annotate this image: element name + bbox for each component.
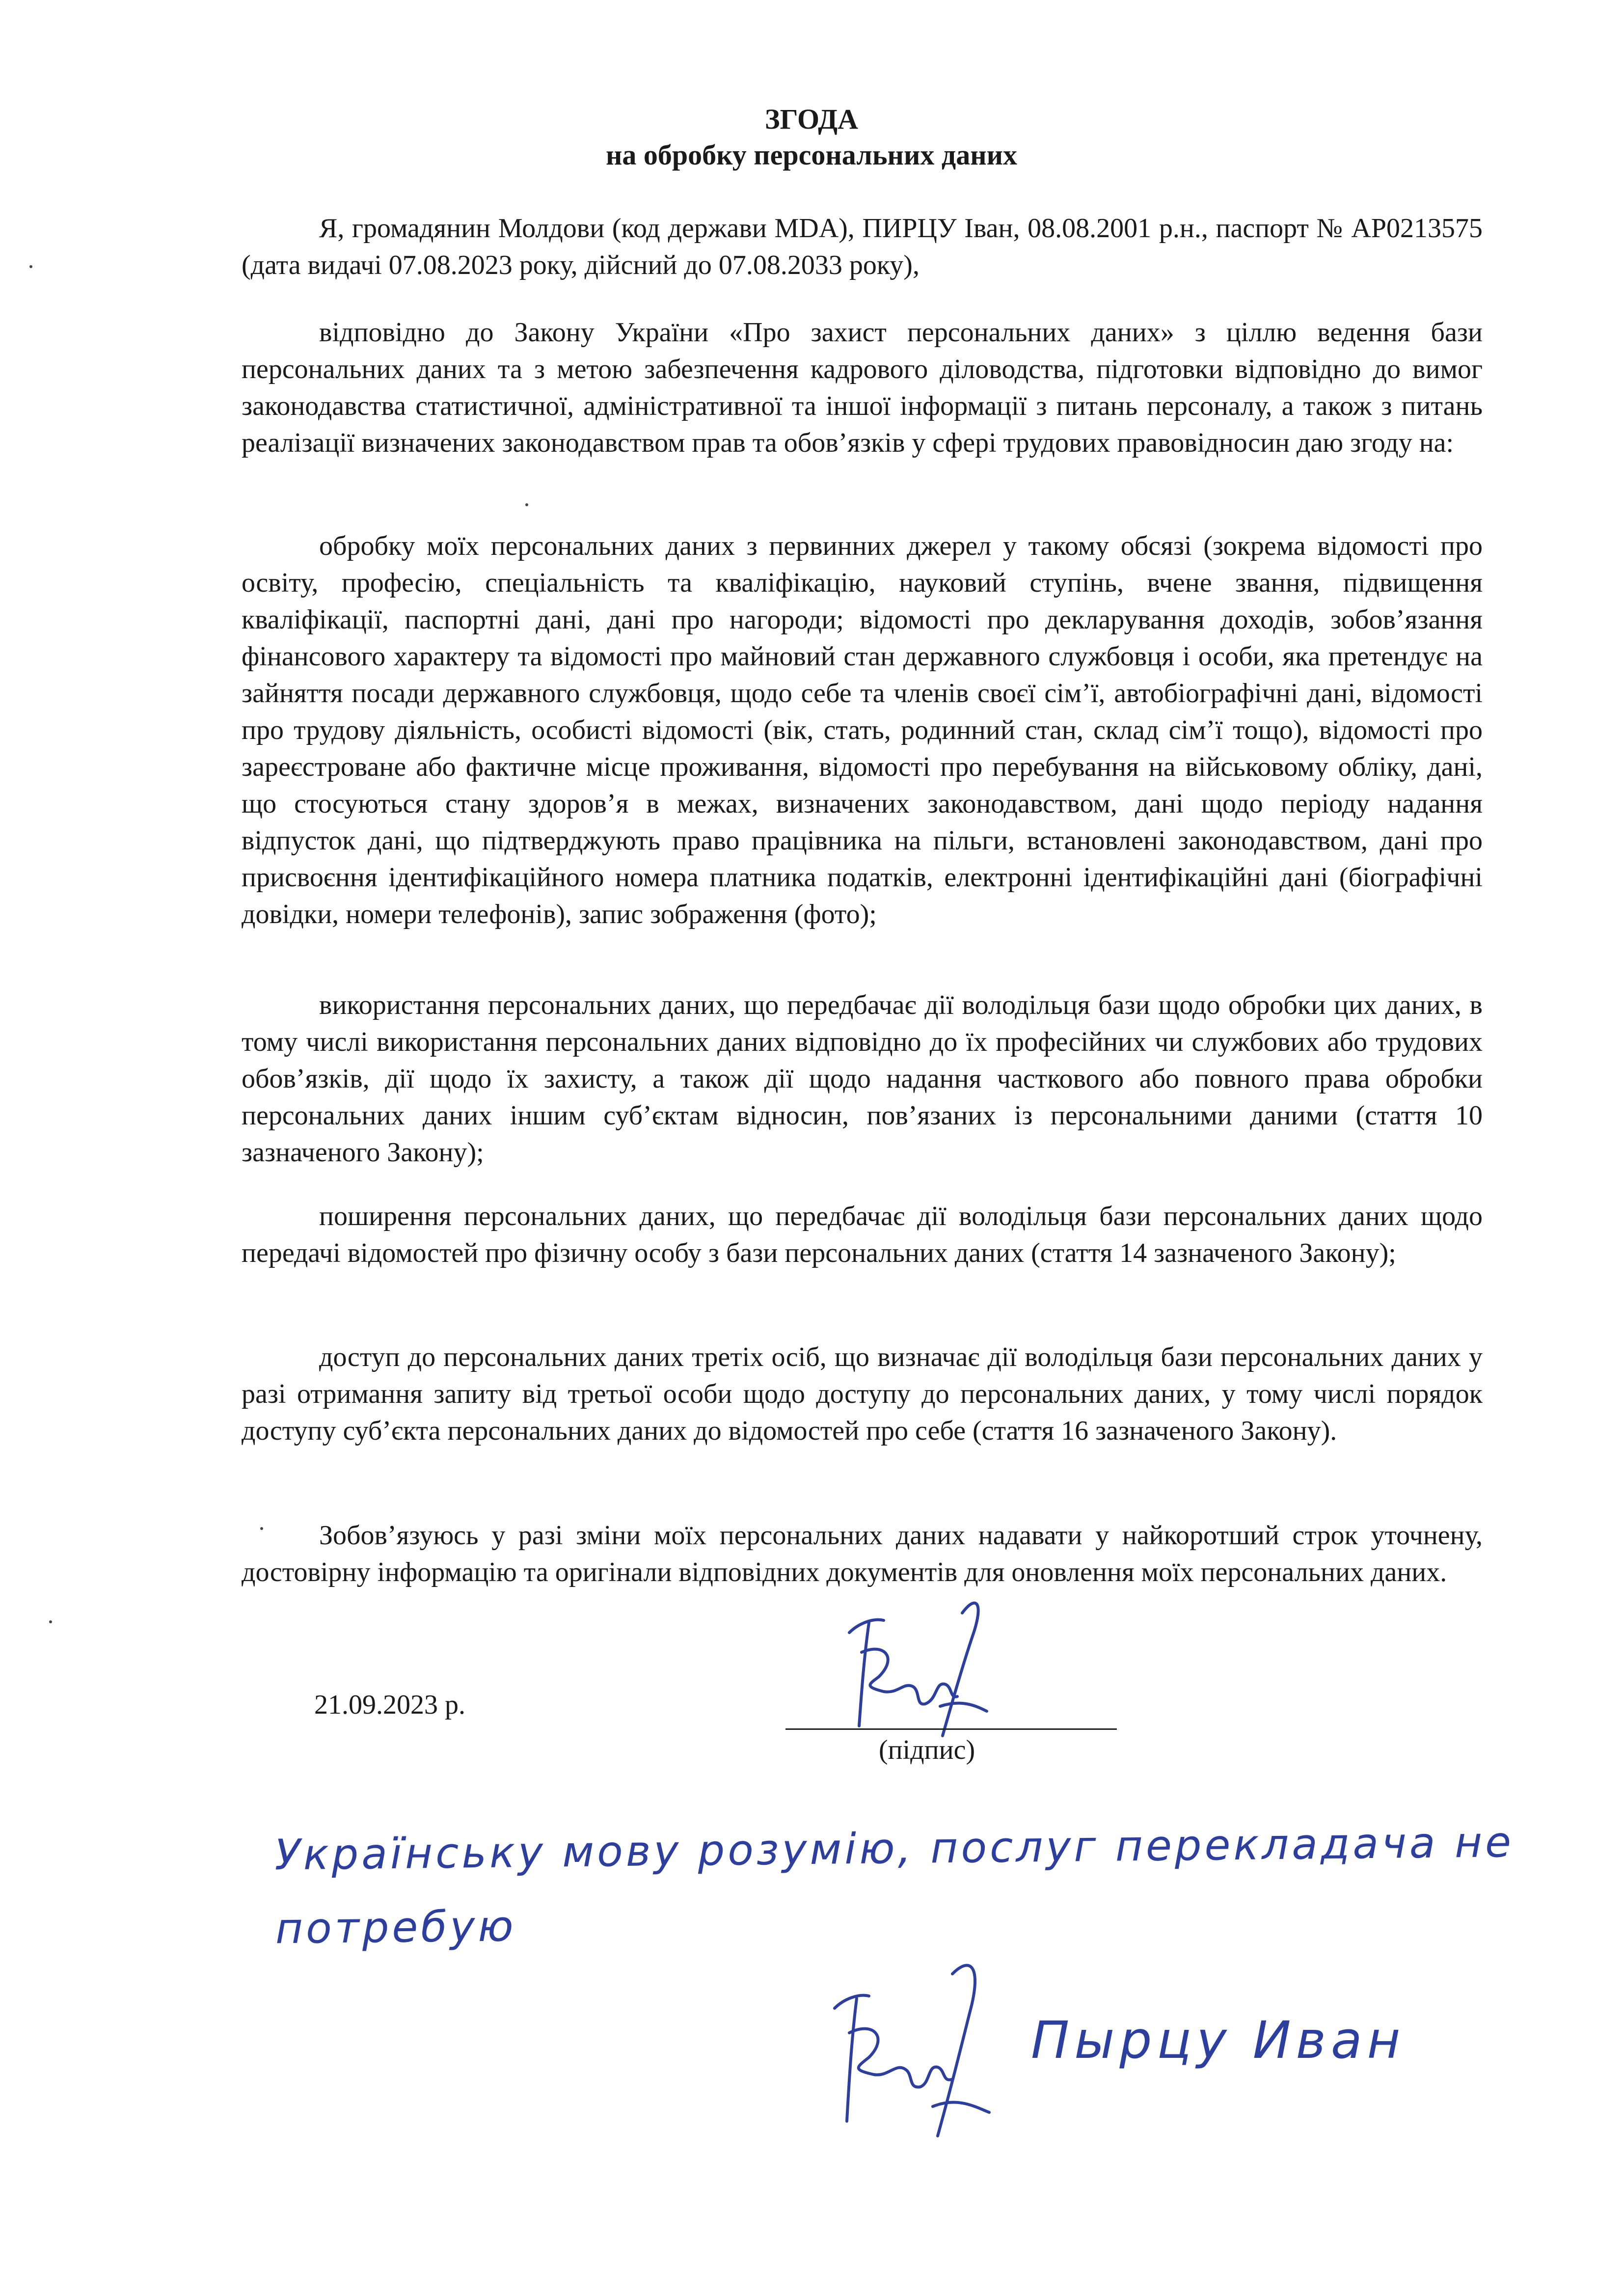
handwritten-language-note: Українську мову розумію, послуг перекладача не потребую	[274, 1817, 1515, 1954]
handwritten-name: Пырцу Иван	[1031, 2010, 1406, 2070]
scan-speck	[29, 265, 32, 268]
document-subtitle: на обробку персональних даних	[605, 139, 1018, 171]
document-title: ЗГОДА	[764, 103, 859, 135]
document-date: 21.09.2023 р.	[314, 1690, 465, 1720]
paragraph-obligation: Зобов’язуюсь у разі зміни моїх персональних даних надавати у найкоротший строк уточнену, достовірну інформацію та оригінали відповідних документів для оновлення моїх персональних даних.	[242, 1520, 1483, 1587]
scan-speck	[260, 1527, 263, 1530]
signature-line	[785, 1728, 1117, 1730]
handwritten-signature-mark	[805, 1959, 1001, 2156]
signature-caption: (підпис)	[879, 1735, 975, 1765]
paragraph-distribution: поширення персональних даних, що передбачає дії володільця бази персональних даних щодо передачі відомостей про фізичну особу з бази персональних даних (стаття 14 зазначеного Закону);	[242, 1201, 1483, 1268]
signature-mark	[815, 1593, 1001, 1750]
paragraph-usage: використання персональних даних, що передбачає дії володільця бази щодо обробки цих даних, в тому числі використання персональних даних відповідно до їх професійних чи службових або трудових обов’язків, дії щодо їх захисту, а також дії щодо надання часткового або повного права обробки персональних даних іншим суб’єктам відносин, пов’язаних із персональними даними (стаття 10 зазначеного Закону);	[242, 990, 1483, 1168]
paragraph-third-party-access: доступ до персональних даних третіх осіб, що визначає дії володільця бази персональних даних у разі отримання запиту від третьої особи щодо доступу до персональних даних, у тому числі порядок доступу суб’єкта персональних даних до відомостей про себе (стаття 16 зазначеного Закону).	[242, 1342, 1483, 1446]
scan-speck	[525, 503, 528, 506]
paragraph-identity: Я, громадянин Молдови (код держави MDA), ПИРЦУ Іван, 08.08.2001 р.н., паспорт № AP0213575 (дата видачі 07.08.2023 року, дійсний до 07.08.2033 року),	[242, 213, 1483, 280]
paragraph-processing: обробку моїх персональних даних з первинних джерел у такому обсязі (зокрема відомості про освіту, професію, спеціальність та кваліфікацію, науковий ступінь, вчене звання, підвищення кваліфікації, паспортні дані, дані про нагороди; відомості про декларування доходів, зобов’язання фінансового характеру та відомості про майновий стан державного службовця і особи, яка претендує на зайняття посади державного службовця, щодо себе та членів своєї сім’ї, автобіографічні дані, відомості про трудову діяльність, особисті відомості (вік, стать, родинний стан, склад сім’ї тощо), відомості про зареєстроване або фактичне місце проживання, відомості про перебування на військовому обліку, дані, що стосуються стану здоров’я в межах, визначених законодавством, дані щодо періоду надання відпусток дані, що підтверджують право працівника на пільги, встановлені законодавством, дані про присвоєння ідентифікаційного номера платника податків, електронні ідентифікаційні дані (біографічні довідки, номери телефонів), запис зображення (фото);	[242, 531, 1483, 929]
scan-speck	[49, 1620, 52, 1623]
paragraph-legal-basis: відповідно до Закону України «Про захист персональних даних» з ціллю ведення бази персональних даних та з метою забезпечення кадрового діловодства, підготовки відповідно до вимог законодавства статистичної, адміністративної та іншої інформації з питань персоналу, а також з питань реалізації визначених законодавством прав та обов’язків у сфері трудових правовідносин даю згоду на:	[242, 317, 1483, 458]
